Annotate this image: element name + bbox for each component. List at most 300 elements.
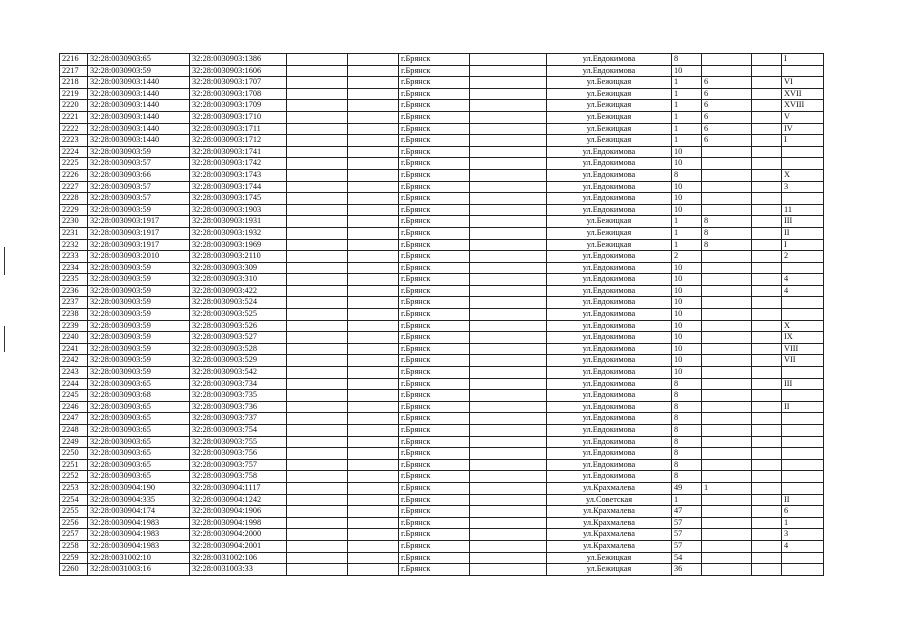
table-cell	[348, 390, 399, 402]
table-cell	[752, 401, 782, 413]
table-cell	[287, 239, 348, 251]
table-row	[60, 146, 824, 158]
table-cell: 32:28:0031002:10	[88, 552, 190, 564]
table-cell: г.Брянск	[399, 401, 470, 413]
table-cell: ул.Бежицкая	[547, 111, 672, 123]
table-cell	[348, 88, 399, 100]
table-cell: г.Брянск	[399, 274, 470, 286]
table-cell: 2236	[60, 285, 88, 297]
table-cell: 57	[672, 517, 702, 529]
table-cell: ул.Евдокимова	[547, 401, 672, 413]
table-cell: 2235	[60, 274, 88, 286]
table-cell: 32:28:0030903:65	[88, 413, 190, 425]
table-cell	[470, 54, 547, 66]
table-cell	[348, 320, 399, 332]
table-cell	[752, 204, 782, 216]
table-cell: XVIII	[782, 100, 824, 112]
table-cell	[702, 54, 752, 66]
table-cell: 47	[672, 506, 702, 518]
table-cell: 32:28:0030903:65	[88, 436, 190, 448]
table-cell	[287, 169, 348, 181]
table-cell: ул.Евдокимова	[547, 158, 672, 170]
table-cell: 10	[672, 146, 702, 158]
table-cell	[470, 285, 547, 297]
table-cell: ул.Бежицкая	[547, 227, 672, 239]
table-cell: 2217	[60, 65, 88, 77]
table-row	[60, 459, 824, 471]
table-cell	[702, 274, 752, 286]
table-cell: г.Брянск	[399, 204, 470, 216]
table-cell	[702, 459, 752, 471]
table-cell	[348, 193, 399, 205]
table-cell	[702, 552, 752, 564]
table-cell: 32:28:0030903:1741	[190, 146, 287, 158]
table-cell: ул.Крахмалева	[547, 540, 672, 552]
table-cell: ул.Евдокимова	[547, 204, 672, 216]
table-cell: 32:28:0030903:1969	[190, 239, 287, 251]
table-cell: XVII	[782, 88, 824, 100]
table-row	[60, 506, 824, 518]
table-cell: 32:28:0030903:527	[190, 332, 287, 344]
table-cell: 32:28:0030903:1745	[190, 193, 287, 205]
table-cell	[752, 459, 782, 471]
table-cell	[287, 123, 348, 135]
table-cell: IX	[782, 332, 824, 344]
table-cell	[752, 506, 782, 518]
table-row	[60, 65, 824, 77]
table-cell	[348, 111, 399, 123]
table-cell: 10	[672, 343, 702, 355]
table-cell: 6	[702, 135, 752, 147]
table-cell	[348, 332, 399, 344]
table-cell: 2234	[60, 262, 88, 274]
table-cell: г.Брянск	[399, 436, 470, 448]
table-cell: ул.Евдокимова	[547, 285, 672, 297]
table-cell: 10	[672, 204, 702, 216]
table-cell	[702, 181, 752, 193]
table-cell	[287, 320, 348, 332]
table-cell: 2257	[60, 529, 88, 541]
table-cell	[470, 158, 547, 170]
table-cell: 10	[672, 158, 702, 170]
register-rows	[60, 54, 824, 576]
table-cell	[702, 378, 752, 390]
table-cell: г.Брянск	[399, 54, 470, 66]
table-cell	[470, 471, 547, 483]
table-cell	[752, 65, 782, 77]
table-cell: ул.Евдокимова	[547, 54, 672, 66]
table-cell: ул.Евдокимова	[547, 169, 672, 181]
table-cell: 8	[672, 54, 702, 66]
table-cell: г.Брянск	[399, 448, 470, 460]
table-cell: г.Брянск	[399, 494, 470, 506]
table-cell: 32:28:0030903:1744	[190, 181, 287, 193]
table-cell: 6	[702, 111, 752, 123]
table-cell	[348, 181, 399, 193]
table-cell: ул.Бежицкая	[547, 100, 672, 112]
table-cell	[470, 65, 547, 77]
table-cell: 32:28:0030903:59	[88, 204, 190, 216]
table-cell: 3	[782, 529, 824, 541]
table-cell	[287, 262, 348, 274]
table-cell: ул.Бежицкая	[547, 77, 672, 89]
table-cell	[752, 77, 782, 89]
table-cell: I	[782, 135, 824, 147]
table-cell: 2255	[60, 506, 88, 518]
table-cell	[752, 332, 782, 344]
table-cell: 32:28:0030903:422	[190, 285, 287, 297]
table-cell: 32:28:0030904:1117	[190, 482, 287, 494]
table-cell: 2224	[60, 146, 88, 158]
table-cell: г.Брянск	[399, 320, 470, 332]
table-cell: 10	[672, 285, 702, 297]
table-cell	[752, 216, 782, 228]
table-cell: 10	[672, 262, 702, 274]
table-cell	[752, 100, 782, 112]
table-cell	[348, 367, 399, 379]
table-cell: г.Брянск	[399, 529, 470, 541]
table-cell	[287, 564, 348, 576]
table-cell	[470, 309, 547, 321]
table-cell: 32:28:0030903:1710	[190, 111, 287, 123]
table-cell: 4	[782, 274, 824, 286]
table-cell	[782, 367, 824, 379]
table-cell	[702, 262, 752, 274]
table-cell: г.Брянск	[399, 459, 470, 471]
table-cell: 6	[702, 77, 752, 89]
table-cell: ул.Евдокимова	[547, 355, 672, 367]
table-cell	[782, 390, 824, 402]
table-cell	[348, 285, 399, 297]
table-cell: 8	[702, 239, 752, 251]
table-cell	[470, 123, 547, 135]
table-cell	[470, 367, 547, 379]
table-cell: ул.Евдокимова	[547, 65, 672, 77]
table-cell	[287, 506, 348, 518]
table-cell: 8	[702, 227, 752, 239]
table-cell	[470, 355, 547, 367]
table-cell: 1	[672, 135, 702, 147]
table-cell: 32:28:0030904:2000	[190, 529, 287, 541]
table-row	[60, 343, 824, 355]
table-row	[60, 251, 824, 263]
table-cell: 32:28:0030903:542	[190, 367, 287, 379]
table-cell: 2222	[60, 123, 88, 135]
table-cell	[702, 506, 752, 518]
table-cell: ул.Бежицкая	[547, 564, 672, 576]
table-cell	[470, 401, 547, 413]
table-cell: 8	[672, 448, 702, 460]
table-cell	[287, 367, 348, 379]
table-cell: ул.Евдокимова	[547, 320, 672, 332]
table-cell: г.Брянск	[399, 181, 470, 193]
table-cell: ул.Евдокимова	[547, 251, 672, 263]
table-cell: 2216	[60, 54, 88, 66]
table-cell: ул.Крахмалева	[547, 529, 672, 541]
table-cell	[348, 158, 399, 170]
table-cell: ул.Евдокимова	[547, 425, 672, 437]
table-cell	[752, 413, 782, 425]
table-cell: 32:28:0030903:66	[88, 169, 190, 181]
table-cell	[348, 146, 399, 158]
table-cell: 32:28:0030903:59	[88, 332, 190, 344]
table-cell	[287, 111, 348, 123]
table-cell: 6	[702, 100, 752, 112]
table-cell	[348, 343, 399, 355]
table-cell: ул.Евдокимова	[547, 146, 672, 158]
table-cell: 32:28:0030903:59	[88, 320, 190, 332]
table-cell	[470, 77, 547, 89]
table-cell: 32:28:0030903:2110	[190, 251, 287, 263]
table-cell: 32:28:0030903:65	[88, 378, 190, 390]
table-cell: 2241	[60, 343, 88, 355]
table-cell: 32:28:0030903:1606	[190, 65, 287, 77]
table-cell	[752, 529, 782, 541]
table-row	[60, 216, 824, 228]
table-row	[60, 517, 824, 529]
table-cell: 2252	[60, 471, 88, 483]
table-cell	[287, 309, 348, 321]
table-cell: ул.Бежицкая	[547, 552, 672, 564]
scan-margin-mark-lower	[4, 326, 5, 352]
table-cell	[752, 471, 782, 483]
table-cell	[348, 65, 399, 77]
table-cell: 32:28:0030903:68	[88, 390, 190, 402]
table-cell: г.Брянск	[399, 378, 470, 390]
table-row	[60, 529, 824, 541]
table-cell	[470, 552, 547, 564]
table-cell: 32:28:0030903:57	[88, 181, 190, 193]
table-cell	[287, 297, 348, 309]
table-cell	[782, 482, 824, 494]
table-cell: 32:28:0030903:734	[190, 378, 287, 390]
table-cell	[752, 494, 782, 506]
table-cell	[752, 367, 782, 379]
table-cell: 10	[672, 309, 702, 321]
table-cell	[470, 135, 547, 147]
table-cell	[348, 540, 399, 552]
table-cell	[702, 158, 752, 170]
table-cell: 10	[672, 181, 702, 193]
table-cell	[348, 459, 399, 471]
table-cell	[702, 320, 752, 332]
table-cell: г.Брянск	[399, 65, 470, 77]
table-cell	[702, 471, 752, 483]
table-cell	[470, 506, 547, 518]
table-cell	[348, 494, 399, 506]
table-cell: 2232	[60, 239, 88, 251]
table-cell	[752, 227, 782, 239]
table-cell: г.Брянск	[399, 506, 470, 518]
table-cell: ул.Евдокимова	[547, 274, 672, 286]
table-row	[60, 193, 824, 205]
table-cell: 32:28:0030903:735	[190, 390, 287, 402]
table-cell: 32:28:0030904:1983	[88, 529, 190, 541]
table-cell: 32:28:0030904:1983	[88, 517, 190, 529]
table-cell	[782, 413, 824, 425]
table-cell: 10	[672, 193, 702, 205]
table-cell: г.Брянск	[399, 227, 470, 239]
table-cell: г.Брянск	[399, 285, 470, 297]
table-cell	[287, 216, 348, 228]
table-row	[60, 227, 824, 239]
property-register-table	[59, 53, 824, 576]
table-cell	[287, 332, 348, 344]
table-cell: г.Брянск	[399, 135, 470, 147]
table-cell	[287, 448, 348, 460]
table-cell: 2247	[60, 413, 88, 425]
table-cell	[348, 216, 399, 228]
table-cell: г.Брянск	[399, 77, 470, 89]
table-cell: г.Брянск	[399, 297, 470, 309]
table-cell: 2254	[60, 494, 88, 506]
table-cell	[752, 552, 782, 564]
table-cell	[702, 204, 752, 216]
table-cell	[287, 355, 348, 367]
table-cell: 1	[672, 100, 702, 112]
table-cell	[348, 448, 399, 460]
table-cell	[287, 227, 348, 239]
table-cell: 32:28:0030903:65	[88, 448, 190, 460]
table-cell: 32:28:0030903:1440	[88, 123, 190, 135]
table-cell	[287, 100, 348, 112]
table-cell	[782, 436, 824, 448]
table-cell	[702, 332, 752, 344]
table-row	[60, 123, 824, 135]
table-cell: 32:28:0030903:1931	[190, 216, 287, 228]
table-cell: 32:28:0030903:65	[88, 54, 190, 66]
table-cell: 2233	[60, 251, 88, 263]
table-cell	[782, 448, 824, 460]
table-cell	[752, 123, 782, 135]
table-cell: V	[782, 111, 824, 123]
table-row	[60, 111, 824, 123]
table-cell	[752, 169, 782, 181]
table-cell: 2231	[60, 227, 88, 239]
table-cell: 8	[672, 471, 702, 483]
table-cell: 32:28:0030903:1917	[88, 227, 190, 239]
table-cell	[470, 88, 547, 100]
table-cell: 32:28:0030903:528	[190, 343, 287, 355]
table-cell	[702, 494, 752, 506]
table-cell: 2251	[60, 459, 88, 471]
table-cell: I	[782, 239, 824, 251]
table-cell	[752, 425, 782, 437]
table-row	[60, 413, 824, 425]
table-cell: г.Брянск	[399, 332, 470, 344]
table-cell: 1	[672, 494, 702, 506]
table-row	[60, 204, 824, 216]
table-row	[60, 169, 824, 181]
table-row	[60, 320, 824, 332]
table-cell: г.Брянск	[399, 343, 470, 355]
table-row	[60, 482, 824, 494]
table-cell	[752, 320, 782, 332]
table-cell: 32:28:0030903:1903	[190, 204, 287, 216]
table-cell: г.Брянск	[399, 262, 470, 274]
table-cell	[287, 88, 348, 100]
table-cell	[752, 448, 782, 460]
table-cell: г.Брянск	[399, 471, 470, 483]
table-cell: 32:28:0030903:59	[88, 274, 190, 286]
table-cell	[470, 436, 547, 448]
table-cell: 32:28:0030904:1998	[190, 517, 287, 529]
table-cell	[287, 158, 348, 170]
table-cell	[470, 425, 547, 437]
table-cell: 2	[782, 251, 824, 263]
table-cell: 8	[672, 169, 702, 181]
table-cell: 2219	[60, 88, 88, 100]
table-cell: 6	[702, 88, 752, 100]
table-cell	[702, 285, 752, 297]
table-cell: г.Брянск	[399, 216, 470, 228]
table-cell: ул.Евдокимова	[547, 343, 672, 355]
table-cell	[287, 251, 348, 263]
table-cell	[752, 309, 782, 321]
table-cell: 32:28:0031002:106	[190, 552, 287, 564]
table-row	[60, 88, 824, 100]
table-cell	[702, 355, 752, 367]
table-cell	[287, 517, 348, 529]
table-cell: г.Брянск	[399, 482, 470, 494]
table-cell	[702, 343, 752, 355]
table-cell: 1	[782, 517, 824, 529]
table-cell	[348, 204, 399, 216]
table-cell: г.Брянск	[399, 169, 470, 181]
table-cell: ул.Евдокимова	[547, 181, 672, 193]
table-row	[60, 309, 824, 321]
scan-margin-mark-upper	[4, 247, 5, 275]
table-cell: 1	[672, 227, 702, 239]
table-row	[60, 297, 824, 309]
table-row	[60, 100, 824, 112]
table-cell	[287, 459, 348, 471]
table-cell: 32:28:0030903:65	[88, 401, 190, 413]
table-row	[60, 181, 824, 193]
table-cell: II	[782, 494, 824, 506]
table-cell	[702, 297, 752, 309]
table-cell: 32:28:0030903:1440	[88, 100, 190, 112]
table-cell: 32:28:0030903:57	[88, 193, 190, 205]
table-row	[60, 135, 824, 147]
table-cell	[470, 517, 547, 529]
table-cell: г.Брянск	[399, 413, 470, 425]
table-cell	[287, 436, 348, 448]
table-cell	[287, 494, 348, 506]
table-cell	[702, 193, 752, 205]
table-cell: I	[782, 54, 824, 66]
table-row	[60, 332, 824, 344]
table-cell: г.Брянск	[399, 390, 470, 402]
table-row	[60, 425, 824, 437]
table-cell: 2225	[60, 158, 88, 170]
table-cell: ул.Крахмалева	[547, 482, 672, 494]
table-cell: 2248	[60, 425, 88, 437]
table-cell: 1	[672, 123, 702, 135]
table-cell: ул.Евдокимова	[547, 471, 672, 483]
table-cell	[752, 193, 782, 205]
table-cell: 32:28:0030903:755	[190, 436, 287, 448]
table-cell	[287, 343, 348, 355]
table-cell: ул.Евдокимова	[547, 309, 672, 321]
table-cell	[752, 54, 782, 66]
table-cell: ул.Бежицкая	[547, 123, 672, 135]
table-cell	[287, 482, 348, 494]
table-cell: 10	[672, 320, 702, 332]
table-cell: 2226	[60, 169, 88, 181]
table-cell	[287, 529, 348, 541]
table-cell: 2239	[60, 320, 88, 332]
